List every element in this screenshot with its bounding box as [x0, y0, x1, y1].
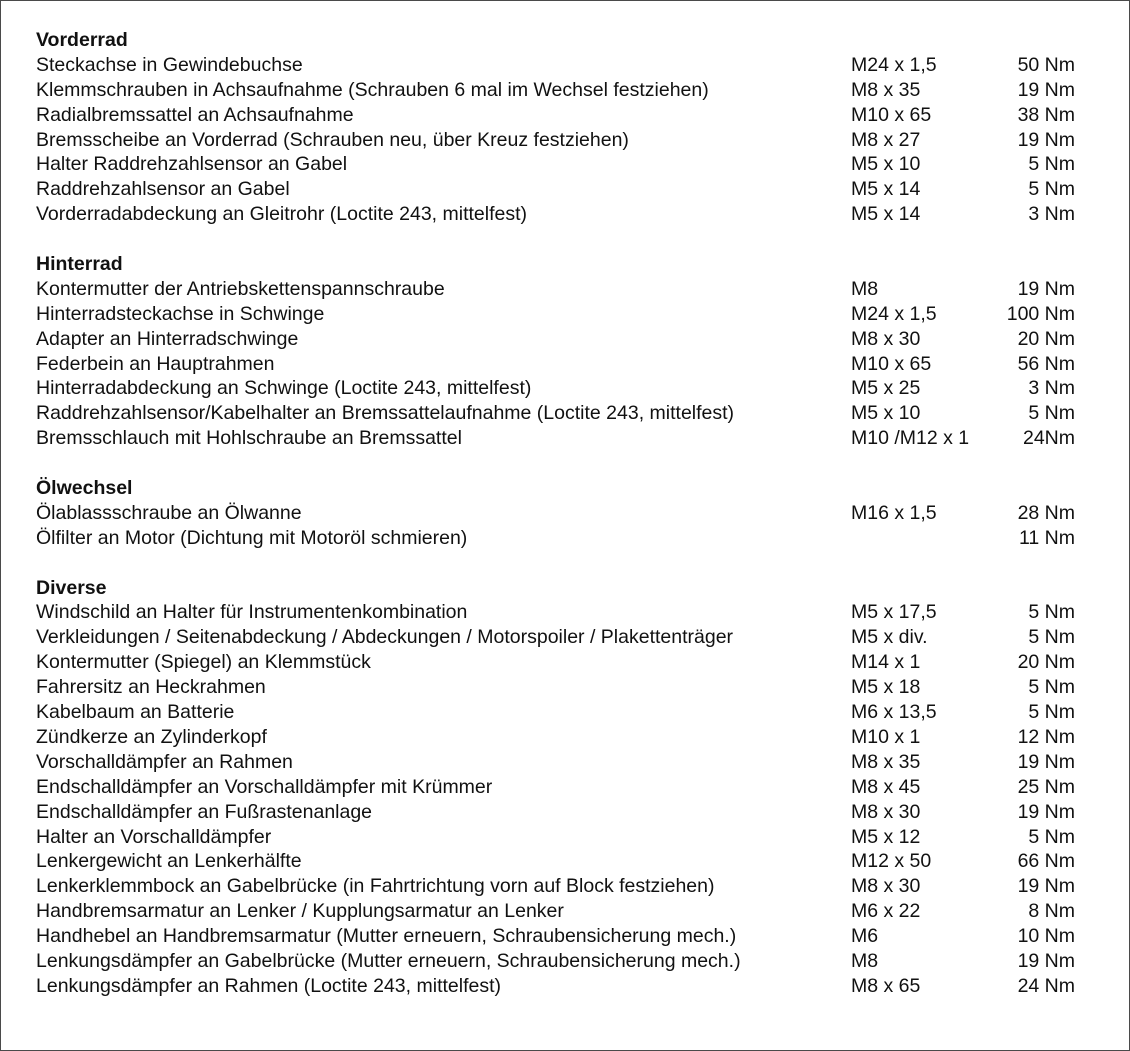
- component-description: Ölablassschraube an Ölwanne: [36, 501, 302, 524]
- component-description: Bremsscheibe an Vorderrad (Schrauben neu, über Kreuz festziehen): [36, 128, 629, 151]
- torque-value: 28 Nm: [1017, 501, 1075, 524]
- thread-size: M24 x 1,5: [851, 302, 937, 325]
- torque-value: 25 Nm: [1017, 775, 1075, 798]
- torque-row: [36, 177, 1096, 202]
- component-description: Vorschalldämpfer an Rahmen: [36, 750, 293, 773]
- torque-row: [36, 650, 1096, 675]
- torque-row: [36, 78, 1096, 103]
- torque-value: 20 Nm: [1017, 327, 1075, 350]
- component-description: Hinterradabdeckung an Schwinge (Loctite 243, mittelfest): [36, 377, 532, 400]
- torque-row: [36, 376, 1096, 401]
- component-description: Lenkergewicht an Lenkerhälfte: [36, 850, 302, 873]
- torque-row: [36, 53, 1096, 78]
- thread-size: M8 x 45: [851, 775, 921, 798]
- component-description: Endschalldämpfer an Vorschalldämpfer mit Krümmer: [36, 775, 493, 798]
- torque-row: [36, 700, 1096, 725]
- torque-row: [36, 775, 1096, 800]
- thread-size: M6: [851, 925, 879, 948]
- thread-size: M10 x 1: [851, 725, 921, 748]
- torque-value: 100 Nm: [1006, 302, 1075, 325]
- torque-row: [36, 675, 1096, 700]
- torque-row: [36, 974, 1096, 999]
- section-olwechsel: [36, 476, 1096, 551]
- torque-value: 19 Nm: [1017, 78, 1075, 101]
- torque-row: [36, 825, 1096, 850]
- thread-size: M8: [851, 277, 879, 300]
- torque-row: [36, 849, 1096, 874]
- torque-value: 5 Nm: [1028, 626, 1075, 649]
- torque-value: 19 Nm: [1017, 875, 1075, 898]
- component-description: Ölfilter an Motor (Dichtung mit Motoröl schmieren): [36, 526, 468, 549]
- torque-value: 19 Nm: [1017, 949, 1075, 972]
- thread-size: M5 x 14: [851, 203, 921, 226]
- component-description: Windschild an Halter für Instrumentenkombination: [36, 601, 468, 624]
- section-vorderrad: [36, 28, 1096, 227]
- component-description: Kontermutter (Spiegel) an Klemmstück: [36, 651, 371, 674]
- thread-size: M10 x 65: [851, 352, 932, 375]
- component-description: Kabelbaum an Batterie: [36, 701, 235, 724]
- component-description: Halter an Vorschalldämpfer: [36, 825, 272, 848]
- torque-value: 56 Nm: [1017, 352, 1075, 375]
- torque-row: [36, 800, 1096, 825]
- component-description: Hinterradsteckachse in Schwinge: [36, 302, 325, 325]
- torque-value: 5 Nm: [1028, 701, 1075, 724]
- torque-row: [36, 750, 1096, 775]
- thread-size: M8 x 27: [851, 128, 921, 151]
- torque-row: [36, 103, 1096, 128]
- component-description: Steckachse in Gewindebuchse: [36, 53, 303, 76]
- thread-size: M12 x 50: [851, 850, 932, 873]
- torque-row: [36, 600, 1096, 625]
- torque-row: [36, 401, 1096, 426]
- component-description: Klemmschrauben in Achsaufnahme (Schrauben 6 mal im Wechsel festziehen): [36, 78, 709, 101]
- torque-row: [36, 152, 1096, 177]
- thread-size: M6 x 13,5: [851, 701, 937, 724]
- section-title: Ölwechsel: [36, 477, 133, 500]
- torque-spec-list: [36, 28, 1096, 1024]
- torque-value: 20 Nm: [1017, 651, 1075, 674]
- torque-row: [36, 327, 1096, 352]
- torque-row: [36, 949, 1096, 974]
- torque-value: 5 Nm: [1028, 402, 1075, 425]
- torque-value: 19 Nm: [1017, 277, 1075, 300]
- thread-size: M8 x 35: [851, 78, 921, 101]
- torque-row: [36, 899, 1096, 924]
- section-title: Hinterrad: [36, 253, 123, 276]
- section-hinterrad: [36, 252, 1096, 451]
- torque-value: 19 Nm: [1017, 128, 1075, 151]
- component-description: Zündkerze an Zylinderkopf: [36, 725, 267, 748]
- torque-value: 38 Nm: [1017, 103, 1075, 126]
- component-description: Lenkungsdämpfer an Gabelbrücke (Mutter erneuern, Schraubensicherung mech.): [36, 949, 741, 972]
- torque-value: 5 Nm: [1028, 153, 1075, 176]
- component-description: Vorderradabdeckung an Gleitrohr (Loctite 243, mittelfest): [36, 203, 528, 226]
- component-description: Radialbremssattel an Achsaufnahme: [36, 103, 354, 126]
- thread-size: M8 x 65: [851, 974, 921, 997]
- thread-size: M8 x 30: [851, 875, 921, 898]
- torque-value: 66 Nm: [1017, 850, 1075, 873]
- component-description: Verkleidungen / Seitenabdeckung / Abdeckungen / Motorspoiler / Plakettenträger: [36, 626, 734, 649]
- torque-value: 5 Nm: [1028, 825, 1075, 848]
- torque-row: [36, 725, 1096, 750]
- torque-value: 3 Nm: [1028, 203, 1075, 226]
- thread-size: M5 x div.: [851, 626, 928, 649]
- thread-size: M6 x 22: [851, 900, 921, 923]
- torque-value: 5 Nm: [1028, 601, 1075, 624]
- torque-row: [36, 874, 1096, 899]
- torque-value: 19 Nm: [1017, 800, 1075, 823]
- thread-size: M16 x 1,5: [851, 501, 937, 524]
- thread-size: M10 x 65: [851, 103, 932, 126]
- component-description: Lenkerklemmbock an Gabelbrücke (in Fahrtrichtung vorn auf Block festziehen): [36, 875, 715, 898]
- torque-value: 50 Nm: [1017, 53, 1075, 76]
- torque-value: 5 Nm: [1028, 676, 1075, 699]
- thread-size: M8 x 30: [851, 327, 921, 350]
- component-description: Raddrehzahlsensor an Gabel: [36, 178, 290, 201]
- thread-size: M5 x 14: [851, 178, 921, 201]
- torque-row: [36, 625, 1096, 650]
- torque-value: 19 Nm: [1017, 750, 1075, 773]
- thread-size: M8 x 35: [851, 750, 921, 773]
- thread-size: M5 x 17,5: [851, 601, 937, 624]
- thread-size: M24 x 1,5: [851, 53, 937, 76]
- torque-value: 12 Nm: [1017, 725, 1075, 748]
- component-description: Raddrehzahlsensor/Kabelhalter an Bremssattelaufnahme (Loctite 243, mittelfest): [36, 402, 735, 425]
- component-description: Fahrersitz an Heckrahmen: [36, 676, 266, 699]
- thread-size: M5 x 18: [851, 676, 921, 699]
- thread-size: M8: [851, 949, 879, 972]
- section-diverse: [36, 576, 1096, 999]
- torque-value: 5 Nm: [1028, 178, 1075, 201]
- section-title: Diverse: [36, 576, 107, 599]
- torque-value: 11 Nm: [1019, 526, 1075, 549]
- thread-size: M5 x 10: [851, 402, 921, 425]
- torque-value: 8 Nm: [1028, 900, 1075, 923]
- component-description: Halter Raddrehzahlsensor an Gabel: [36, 153, 348, 176]
- thread-size: M5 x 25: [851, 377, 921, 400]
- torque-value: 3 Nm: [1028, 377, 1075, 400]
- component-description: Handbremsarmatur an Lenker / Kupplungsarmatur an Lenker: [36, 900, 564, 923]
- torque-row: [36, 526, 1096, 551]
- component-description: Federbein an Hauptrahmen: [36, 352, 275, 375]
- torque-row: [36, 924, 1096, 949]
- component-description: Endschalldämpfer an Fußrastenanlage: [36, 800, 373, 823]
- component-description: Adapter an Hinterradschwinge: [36, 327, 299, 350]
- torque-row: [36, 277, 1096, 302]
- torque-row: [36, 501, 1096, 526]
- torque-row: [36, 128, 1096, 153]
- component-description: Lenkungsdämpfer an Rahmen (Loctite 243, mittelfest): [36, 974, 502, 997]
- thread-size: M5 x 12: [851, 825, 921, 848]
- torque-row: [36, 202, 1096, 227]
- torque-value: 10 Nm: [1017, 925, 1075, 948]
- component-description: Bremsschlauch mit Hohlschraube an Bremssattel: [36, 427, 462, 450]
- section-title: Vorderrad: [36, 29, 128, 51]
- thread-size: M5 x 10: [851, 153, 921, 176]
- torque-value: 24Nm: [1022, 427, 1075, 450]
- thread-size: M14 x 1: [851, 651, 921, 674]
- torque-row: [36, 352, 1096, 377]
- torque-row: [36, 426, 1096, 451]
- torque-row: [36, 302, 1096, 327]
- thread-size: M8 x 30: [851, 800, 921, 823]
- torque-value: 24 Nm: [1017, 974, 1075, 997]
- component-description: Kontermutter der Antriebskettenspannschraube: [36, 277, 445, 300]
- thread-size: M10 /M12 x 1: [851, 427, 970, 450]
- component-description: Handhebel an Handbremsarmatur (Mutter erneuern, Schraubensicherung mech.): [36, 925, 737, 948]
